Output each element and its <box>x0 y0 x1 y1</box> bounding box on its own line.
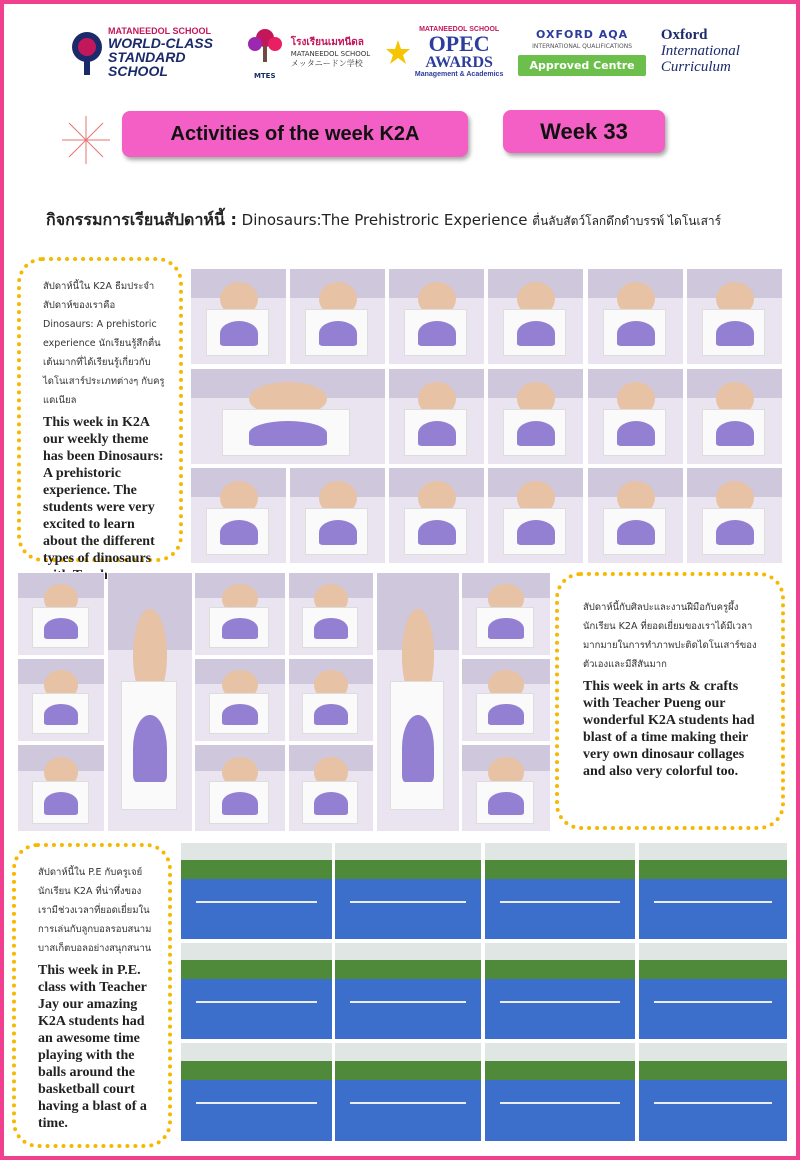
collage-photo <box>288 658 374 742</box>
student-photo <box>190 467 287 564</box>
student-photo <box>686 368 783 465</box>
student-photo <box>190 268 287 365</box>
collage-photo <box>376 572 460 832</box>
student-photo <box>388 467 485 564</box>
activity-headline <box>46 208 766 233</box>
collage-photo <box>288 744 374 832</box>
student-photo <box>487 368 584 465</box>
opec-awards-logo <box>385 26 503 78</box>
collage-photo <box>288 572 374 656</box>
logo-mtes-abbr: MTES <box>253 72 276 80</box>
page-title: Activities of the week K2A <box>122 111 468 157</box>
logo-school-big: WORLD-CLASS STANDARD SCHOOL <box>108 34 213 79</box>
collage-photo <box>194 744 286 832</box>
collage-photo <box>17 572 105 656</box>
oxford-aqa-sub: INTERNATIONAL QUALIFICATIONS <box>532 43 632 50</box>
student-photo <box>587 268 684 365</box>
oxford-aqa-title: OXFORD AQA <box>536 28 629 41</box>
opec-sub: Management & Academics <box>414 71 504 78</box>
pe-thai-text: สัปดาห์นี้ใน P.E กับครูเจย์ นักเรียน K2A ที่น่าทึ่งของเรามีช่วงเวลาที่ยอดเยี่ยมในการเล่นกับลูกบอลรอบสนามบาสเก็ตบอลอย่างสนุกสนาน <box>38 867 152 954</box>
dinosaurs-english-text: This week in K2A our weekly theme has been Dinosaurs: A prehistoric experience. The students were very excited to learn about the different types of dinosaurs <box>43 415 164 566</box>
collage-photo <box>461 744 551 832</box>
collage-photo <box>17 658 105 742</box>
basketball-court-photo <box>638 942 788 1040</box>
firework-icon <box>58 112 114 168</box>
collage-photo <box>461 572 551 656</box>
headline-thai-tail: ตื่นลับสัตว์โลกดึกดำบรรพ์ ไดโนเสาร์ <box>532 214 722 228</box>
student-photo <box>686 467 783 564</box>
header-logos <box>70 14 740 90</box>
logo-mtes-thai: โรงเรียนเมทนีดล <box>290 37 364 48</box>
pe-textbox <box>12 843 172 1148</box>
opec-school: MATANEEDOL SCHOOL <box>419 26 500 33</box>
student-photo <box>587 368 684 465</box>
student-photo <box>289 467 386 564</box>
dinosaurs-thai-text: สัปดาห์นี้ใน K2A ธีมประจำสัปดาห์ของเราคือ Dinosaurs: A prehistoric experience นักเรียนรู้สึกตื่นเต้นมากที่ได้เรียนรู้เกี่ยวกับไดโนเสาร์ประเภทต่างๆ กับครูแดเนียล <box>43 281 165 406</box>
logo-mtes-en: MATANEEDOL SCHOOL <box>290 50 371 58</box>
basketball-court-photo <box>334 1042 482 1142</box>
basketball-court-photo <box>638 1042 788 1142</box>
basketball-court-photo <box>484 1042 636 1142</box>
mtes-logo <box>243 24 370 80</box>
flower-tree-icon <box>243 24 287 68</box>
dinosaurs-textbox <box>17 257 183 566</box>
week-badge: Week 33 <box>503 110 665 153</box>
basketball-court-photo <box>484 942 636 1040</box>
arts-english-text: This week in arts & crafts with Teacher Pueng our wonderful K2A students had blast of a time making their very own dinosaur collages and also very colorful too. <box>583 679 755 779</box>
opec-awards: AWARDS <box>425 54 493 71</box>
student-photo <box>487 467 584 564</box>
basketball-court-photo <box>180 842 333 940</box>
oic-line3: Curriculum <box>660 58 731 75</box>
student-photo <box>686 268 783 365</box>
basketball-court-photo <box>334 942 482 1040</box>
student-photo <box>587 467 684 564</box>
oic-line2: International <box>660 43 740 60</box>
oic-first: Oxford <box>660 27 708 44</box>
star-icon <box>385 39 411 65</box>
student-photo <box>388 368 485 465</box>
logo-school-small: MATANEEDOL SCHOOL <box>108 25 211 36</box>
approved-centre-badge: Approved Centre <box>518 55 646 76</box>
basketball-court-photo <box>484 842 636 940</box>
logo-mtes-jp: メッタニードン学校 <box>290 59 363 68</box>
collage-photo <box>461 658 551 742</box>
mataneedol-world-class-logo <box>70 27 228 78</box>
student-photo <box>388 268 485 365</box>
classroom-board-photo <box>190 368 386 465</box>
arts-textbox <box>555 572 785 830</box>
oxford-international-curriculum-logo <box>661 28 740 75</box>
collage-photo <box>107 572 193 832</box>
opec-title: OPEC <box>428 31 490 56</box>
pe-english-text: This week in P.E. class with Teacher Jay our amazing K2A students had an awesome time playing with the balls around the basketball court having a blast of a time. <box>38 963 147 1131</box>
collage-photo <box>194 658 286 742</box>
student-photo <box>487 268 584 365</box>
school-crest-icon <box>70 27 104 77</box>
oxford-aqa-logo <box>518 28 646 76</box>
basketball-court-photo <box>180 1042 333 1142</box>
collage-photo <box>17 744 105 832</box>
basketball-court-photo <box>180 942 333 1040</box>
collage-photo <box>194 572 286 656</box>
basketball-court-photo <box>334 842 482 940</box>
arts-thai-text: สัปดาห์นี้กับศิลปะและงานฝีมือกับครูผึ้ง นักเรียน K2A ที่ยอดเยี่ยมของเราได้มีเวลามากมายในการทำภาพปะติดไดโนเสาร์ของตัวเองและมีสีสันมาก <box>583 602 757 670</box>
headline-en: Dinosaurs:The Prehistroric Experience <box>241 211 528 229</box>
basketball-court-photo <box>638 842 788 940</box>
headline-thai: กิจกรรมการเรียนสัปดาห์นี้ : <box>46 210 237 229</box>
student-photo <box>289 268 386 365</box>
